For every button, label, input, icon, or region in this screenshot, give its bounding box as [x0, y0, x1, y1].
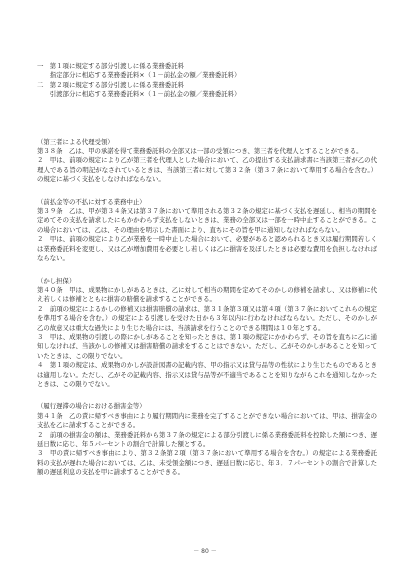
payment-formula-list [37, 62, 377, 100]
paragraph: ２ 前項の規定によるかしの修補又は損害賠償の請求は、第３１条第３項又は第４項（第３７条においてこれらの規定を準用する場合を含む。）の規定による引渡しを受けた日から３年以内に行わなければならない。ただし、そのかしが乙の故意又は重大な過失により生じた場合には、当該請求を行うことのできる期間は１０年とする。 [37, 304, 377, 332]
article-38-section [37, 138, 377, 185]
list-item: 一 第１項に規定する部分引渡しに係る業務委託料 [37, 62, 184, 70]
paragraph: ２ 甲は、前項の規定により乙が第三者を代理人とした場合において、乙の提出する支払請求書に当該第三者が乙の代理人である旨の明記がなされているときは、当該第三者に対して第３２条（第３７条において準用する場合を含む。）の規定に基づく支払をしなければならない。 [37, 156, 377, 184]
paragraph: ２ 前項の損害金の額は、業務委託料から第３７条の規定による部分引渡しに係る業務委託料を控除した額につき、遅延日数に応じ、年５パーセントの割合で計算した額とする。 [37, 430, 377, 448]
section-heading: （前払金等の不払に対する業務中止） [37, 197, 146, 206]
paragraph: 第３８条 乙は、甲の承諾を得て業務委託料の全部又は一部の受領につき、第三者を代理人とすることができる。 [37, 147, 363, 156]
paragraph: 第３９条 乙は、甲が第３４条又は第３７条において準用される第３２条の規定に基づく支払を遅延し、相当の期間を定めてその支払を請求したにもかかわらず支払をしないときは、業務の全部又は一部を一時中止することができる。この場合においては、乙は、その理由を明示した書面により、直ちにその旨を甲に通知しなければならない。 [37, 207, 377, 234]
article-41-section [37, 402, 377, 477]
section-heading: （かし担保） [37, 276, 76, 285]
list-item: 指定部分に相応する業務委託料×（１－前払金の額／業務委託料） [37, 71, 241, 80]
paragraph: ２ 甲は、前項の規定により乙が業務を一時中止した場合において、必要があると認められるとき又は履行期間若しくは業務委託料を変更し、又は乙が増加費用を必要とし若しくは乙に損害を及ぼしたときは必要な費用を負担しなければならない。 [37, 235, 377, 263]
list-item: 二 第２項に規定する部分引渡しに係る業務委託料 [37, 80, 184, 89]
section-heading: （第三者による代理受領） [37, 137, 114, 146]
list-item: 引渡部分に相応する業務委託料×（１－前払金の額／業務委託料） [37, 90, 241, 99]
paragraph: ４ 第１項の規定は、成果物のかしが設計図書の記載内容、甲の指示又は貸与品等の性状により生じたものであるときは適用しない。ただし、乙がその記載内容、指示又は貸与品等が不適当であることを知りながらこれを通知しなかったときは、この限りでない。 [37, 361, 377, 388]
paragraph: ３ 甲は、成果物の引渡しの際にかしがあることを知ったときは、第１項の規定にかかわらず、その旨を直ちに乙に通知しなければ、当該かしの修補又は損害賠償の請求をすることはできない。ただし、乙がそのかしがあることを知っていたときは、この限りでない。 [37, 332, 377, 360]
paragraph: ３ 甲の責に帰すべき事由により、第３２条第２項（第３７条において準用する場合を含む。）の規定による業務委託料の支払が遅れた場合においては、乙は、未受領金額につき、遅延日数に応じ、年３．７パーセントの割合で計算した額の遅延利息の支払を甲に請求することができる。 [37, 449, 377, 477]
document-page [37, 62, 377, 491]
paragraph: 第４０条 甲は、成果物にかしがあるときは、乙に対して相当の期間を定めてそのかしの修補を請求し、又は修補に代え若しくは修補とともに損害の賠償を請求することができる。 [37, 285, 377, 304]
page-number: － 80 － [193, 548, 217, 555]
section-heading: （履行遅滞の場合における損害金等） [37, 402, 146, 411]
article-40-section [37, 277, 377, 390]
article-39-section [37, 198, 377, 264]
paragraph: 第４１条 乙の責に帰すべき事由により履行期間内に業務を完了することができない場合においては、甲は、損害金の支払を乙に請求することができる。 [37, 411, 377, 430]
